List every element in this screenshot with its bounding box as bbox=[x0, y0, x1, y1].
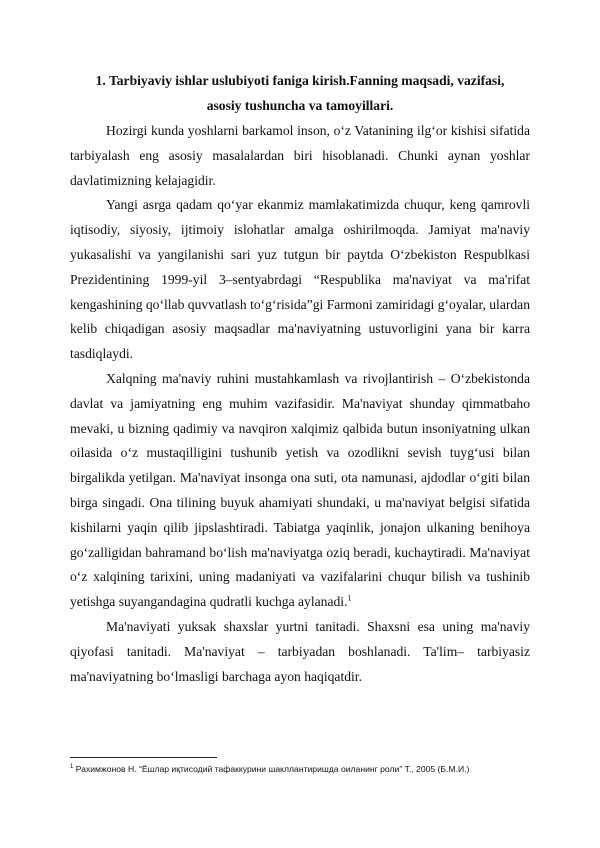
paragraph-2-text: Yangi asrga qadam qo‘yar ekanmiz mamlakatimizda chuqur, keng qamrovli iqtisodiy, siyosiy, ijtimoiy islohatlar amalga oshirilmoqda. Jamiyat ma'naviy yukasalishi va yangilanishi sari yuz tutgun bir paytda O‘zbekiston Respublkasi Prezidentining 1999-yil 3–sentyabrdagi “Respublika ma'naviyat va ma'rifat kengashining qo‘llab quvvatlash to‘g‘risida”gi Farmoni zamiridagi g‘oyalar, ulardan kelib chiqadigan asosiy maqsadlar ma'naviyatning ustuvorligini yana bir karra tasdiqlaydi. bbox=[70, 197, 531, 362]
footnote-text: Рахимжонов Н. “Ёшлар иқтисодий тафаккурини шакллантиришда оиланинг роли” Т., 2005 (Б.М.И.) bbox=[75, 764, 470, 774]
footnote-marker: 1 bbox=[70, 764, 74, 771]
paragraph-1 bbox=[70, 119, 530, 193]
body-text bbox=[70, 119, 530, 689]
section-heading-line-1: 1. Tarbiyaviy ishlar uslubiyoti faniga kirish.Fanning maqsadi, vazifasi, bbox=[95, 73, 505, 88]
footnote-separator bbox=[70, 757, 217, 758]
section-heading-line-2: asosiy tushuncha va tamoyillari. bbox=[206, 98, 394, 113]
paragraph-4-text: Ma'naviyati yuksak shaxslar yurtni tanitadi. Shaxsni esa uning ma'naviy qiyofasi tanitadi. Ma'naviyat – tarbiyadan boshlanadi. Ta'lim– tarbiyasiz ma'naviyatning bo‘lmasligi barchaga ayon haqiqatdir. bbox=[70, 618, 530, 684]
paragraph-1-text: Hozirgi kunda yoshlarni barkamol inson, o‘z Vatanining ilg‘or kishisi sifatida tarbiyalash eng asosiy masalalardan biri hisoblanadi. Chunki aynan yoshlar davlatimizning kelajagidir. bbox=[70, 123, 530, 188]
section-heading bbox=[70, 68, 530, 118]
footnote-reference[interactable]: 1 bbox=[347, 593, 352, 603]
paragraph-2 bbox=[70, 193, 530, 367]
footnote bbox=[70, 763, 540, 775]
paragraph-3-text: Xalqning ma'naviy ruhini mustahkamlash va rivojlantirish – O‘zbekistonda davlat va jamiyatning eng muhim vazifasidir. Ma'naviyat shunday qimmatbaho mevaki, u bizning qadimiy va navqiron xalqimiz qalbida butun insoniyatning ulkan oilasida o‘z mustaqilligini tushunib yetish va ozodlikni sevish tuyg‘usi bilan birgalikda yetilgan. Ma'naviyat insonga ona suti, ota namunasi, ajdodlar o‘giti bilan birga singadi. Ona tilining buyuk ahamiyati shundaki, u ma'naviyat belgisi sifatida kishilarni yaqin qilib jipslashtiradi. Tabiatga yaqinlik, jonajon ulkaning benihoya go‘zalligidan bahramand bo‘lish ma'naviyatga oziq beradi, kuchaytiradi. Ma'naviyat o‘z xalqining tarixini, uning madaniyati va vazifalarini chuqur bilish va tushinib yetishga suyangandagina qudratli kuchga aylanadi. bbox=[70, 370, 530, 610]
paragraph-3 bbox=[70, 367, 530, 615]
paragraph-4 bbox=[70, 615, 530, 689]
